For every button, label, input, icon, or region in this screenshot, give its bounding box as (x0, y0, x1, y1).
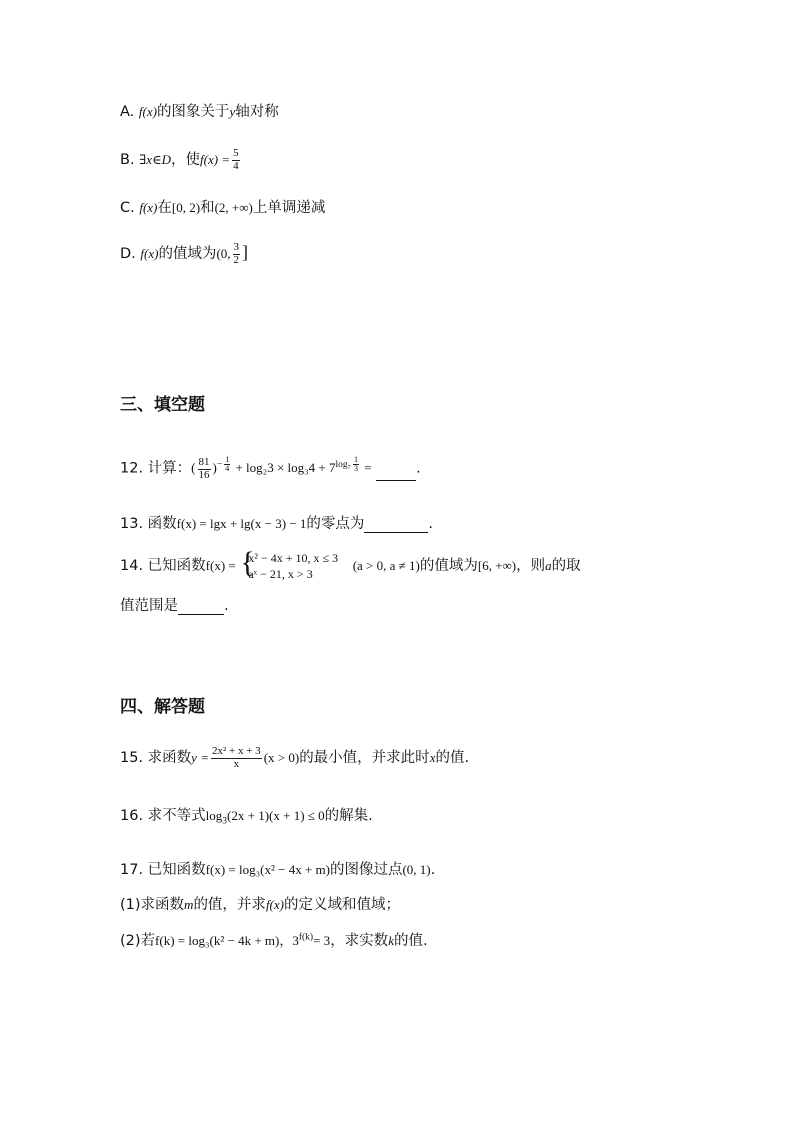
math-condition: (x > 0) (263, 750, 300, 766)
question-13: 13. 函数f(x) = lgx + lg(x − 3) − 1的零点为 . (120, 516, 433, 532)
section-heading-fill-in: 三、填空题 (120, 395, 205, 415)
answer-blank[interactable] (364, 518, 428, 533)
math-interval: [6, +∞) (477, 558, 517, 574)
question-text: 若 (140, 933, 156, 949)
question-number: 15. (120, 750, 144, 767)
fraction: $\frac{3}{2}$ (233, 241, 240, 266)
math-expr: y = (191, 750, 209, 766)
math-expr: f(x) (140, 246, 159, 262)
question-text: 的值域为 (419, 558, 478, 575)
question-text: 的解集. (324, 808, 373, 824)
option-letter: B. (120, 152, 135, 169)
option-b (120, 148, 242, 172)
math-interval: (2, +∞) (214, 200, 253, 215)
question-text: 求函数 (147, 750, 192, 767)
math-expr: f(k) = log₃(k² − 4k + m)，$3^{f(k)}= 3$ (155, 932, 331, 948)
question-number: 12. (120, 460, 144, 477)
math-interval: [0, 2) (171, 200, 201, 215)
question-text: 计算： (147, 460, 192, 477)
question-text: 的最小值，并求此时 (299, 750, 430, 767)
math-expr: f(x) (138, 104, 157, 119)
math-expr: f(x) (139, 200, 158, 215)
section-heading-answer: 四、解答题 (120, 697, 205, 717)
question-text: 已知函数 (147, 862, 206, 878)
part-tag: (2) (120, 933, 141, 949)
math-expr: f(x) = (200, 152, 231, 168)
option-c (120, 196, 325, 217)
question-text: 已知函数 (147, 558, 206, 575)
math-var: y (229, 104, 236, 119)
question-text: ，求实数 (330, 933, 389, 949)
answer-blank[interactable] (178, 600, 224, 615)
math-var: m (184, 897, 194, 912)
math-expr: ∃x∈D (139, 152, 172, 168)
option-letter: A. (120, 104, 135, 120)
math-condition: (a > 0, a ≠ 1) (352, 558, 420, 574)
option-letter: C. (120, 200, 135, 216)
option-text: 上单调递减 (252, 200, 326, 216)
option-d (120, 242, 248, 266)
question-text: 的零点为 (306, 516, 365, 532)
question-number: 14. (120, 558, 144, 575)
math-expr: ( $\frac{81}{16}$ )$^{- \frac{1}{4}}$ + $\log_23 \times \log_34 + 7^{log_7 \frac{1}{3}}$ = (191, 455, 372, 481)
question-text: 的值. (393, 933, 428, 949)
math-var: x (429, 750, 436, 766)
option-text: 轴对称 (235, 104, 279, 120)
math-expr: f(x) = lgx + lg(x − 3) − 1 (176, 516, 307, 531)
part-tag: (1) (120, 897, 141, 913)
math-var: a (545, 558, 552, 574)
question-17-part-1 (120, 893, 400, 914)
math-expr: f(x) = (205, 558, 236, 574)
question-text: 求函数 (140, 897, 185, 913)
question-17-part-2 (120, 929, 428, 950)
option-text: ，使 (171, 152, 201, 169)
question-text: 函数 (147, 516, 177, 532)
question-14 (120, 546, 581, 582)
math-expr: $\log_3(2x + 1)(x + 1) \le 0$ (205, 808, 325, 827)
math-interval: (0, (216, 246, 231, 262)
question-number: 17. (120, 862, 144, 878)
fraction: $\frac{\text{2x² + x + 3}}{x}$ (211, 745, 261, 770)
question-text: 的图像过点 (329, 862, 403, 878)
question-15 (120, 746, 469, 770)
math-expr: f(x) (265, 897, 284, 912)
question-text: ，则 (516, 558, 546, 575)
option-text: 的图象关于 (156, 104, 230, 120)
answer-blank[interactable] (376, 466, 416, 481)
option-a (120, 100, 279, 121)
question-number: 16. (120, 808, 144, 824)
math-bracket: ] (242, 242, 249, 263)
question-text: 的值. (435, 750, 470, 767)
math-var: k (388, 933, 394, 948)
question-text: 的定义域和值域； (283, 897, 400, 913)
question-14-line2: 值范围是 . (120, 598, 229, 614)
option-text: 和 (200, 200, 215, 216)
question-16 (120, 804, 373, 827)
question-text: 的取 (551, 558, 581, 575)
option-text: 在 (157, 200, 172, 216)
question-text: 值范围是 (120, 598, 178, 614)
math-point: (0, 1) (402, 862, 431, 877)
question-12: 12. 计算：( $\frac{81}{16}$ )$^{- \frac{1}{4}}$ + $\log_23 \times \log_34 + 7^{log_7 \frac{1}{3}}$ = . (120, 455, 421, 481)
question-text: 求不等式 (147, 808, 206, 824)
question-number: 13. (120, 516, 144, 532)
piecewise-function: { x² − 4x + 10, x ≤ 3 aˣ − 21, x > 3 (240, 546, 339, 582)
fraction: $\frac{5}{4}$ (233, 147, 239, 172)
option-letter: D. (120, 246, 136, 263)
option-text: 的值域为 (158, 246, 217, 263)
math-expr: f(x) = log₃(x² − 4x + m) (205, 862, 330, 877)
question-17: 17. 已知函数f(x) = log₃(x² − 4x + m)的图像过点(0, 1). (120, 862, 436, 878)
question-text: 的值，并求 (193, 897, 266, 913)
